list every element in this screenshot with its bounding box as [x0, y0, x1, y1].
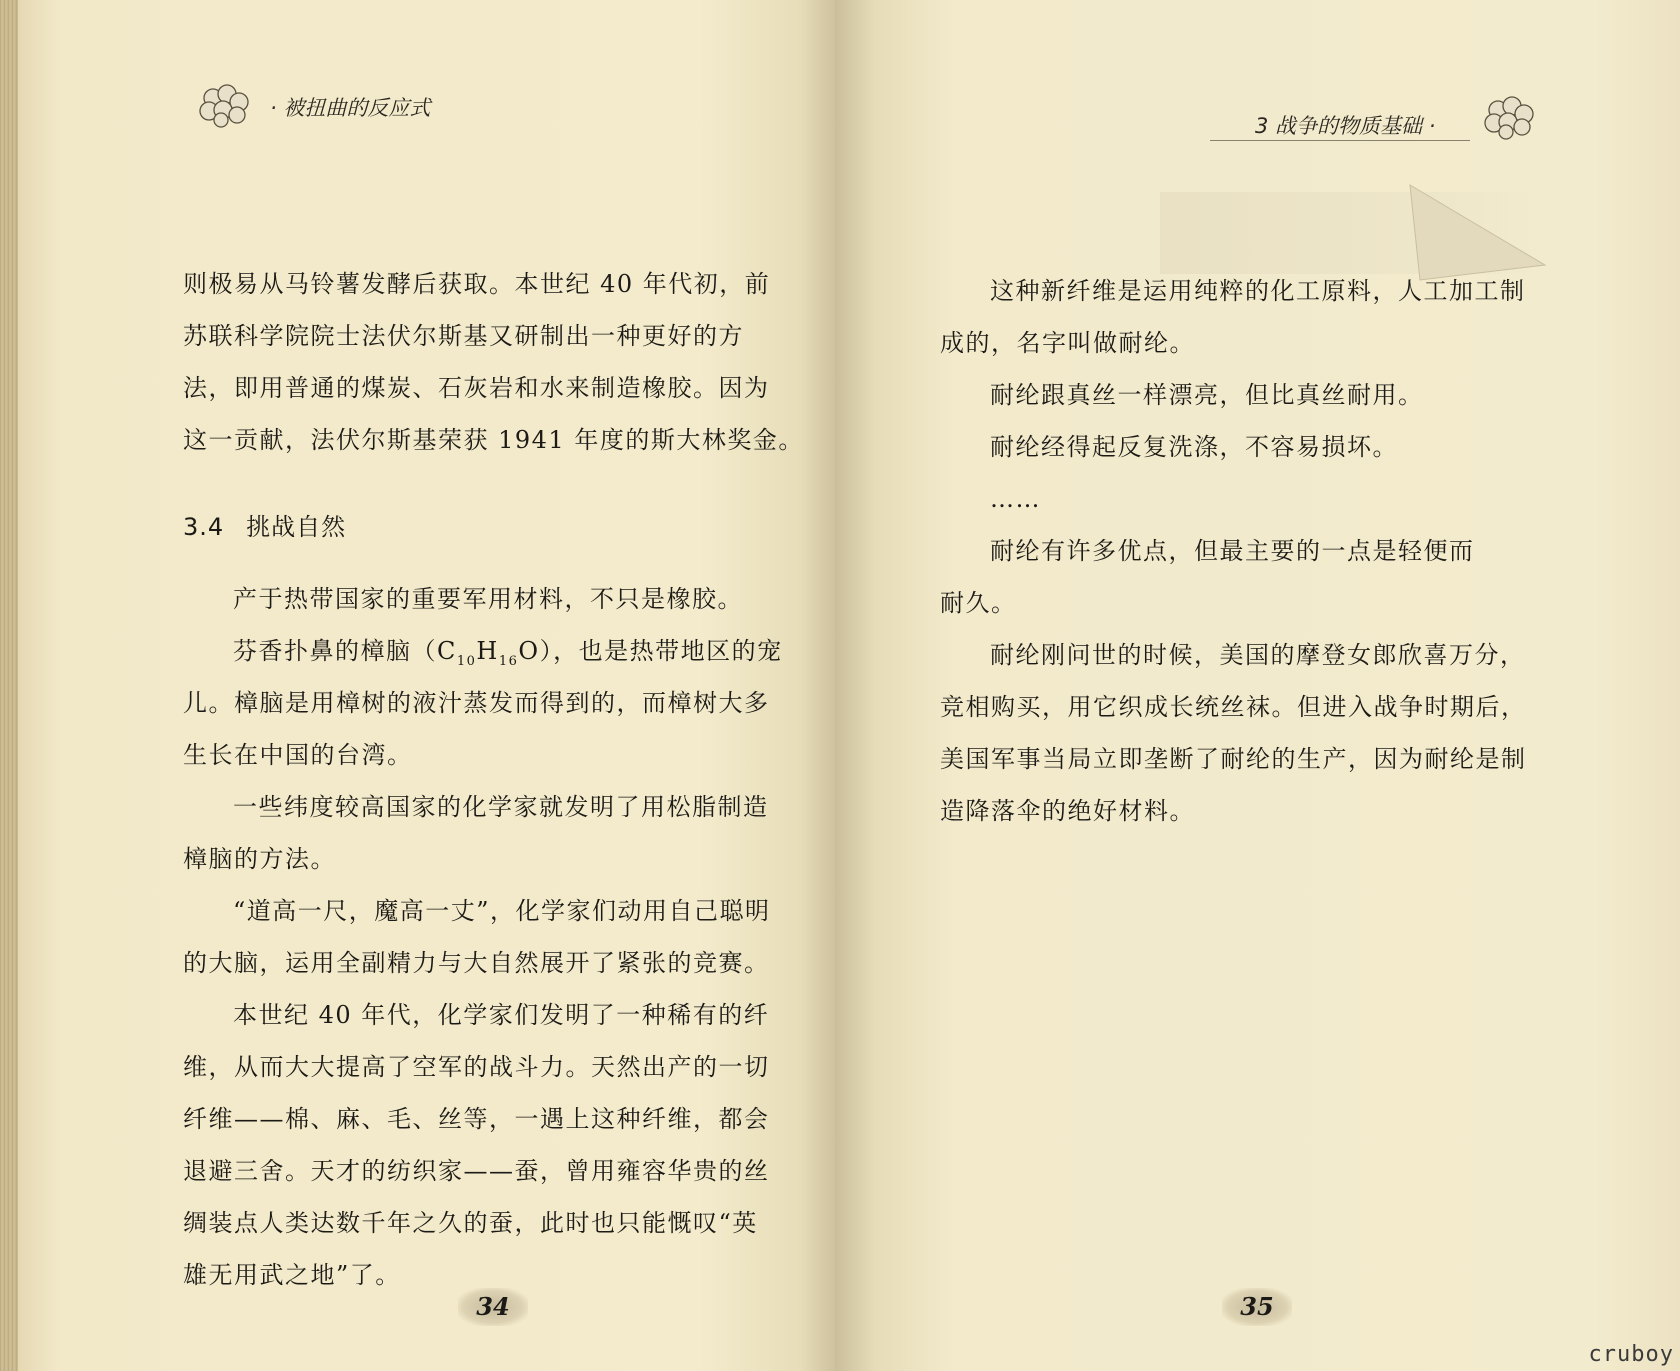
text-line: 法，即用普通的煤炭、石灰岩和水来制造橡胶。因为 — [183, 374, 770, 402]
text-line: 这一贡献，法伏尔斯基荣获 1941 年度的斯大林奖金。 — [183, 426, 804, 454]
section-number: 3.4 — [183, 513, 225, 541]
text-line: 生长在中国的台湾。 — [183, 741, 413, 769]
text-line: 退避三舍。天才的纺织家——蚕，曾用雍容华贵的丝 — [183, 1157, 770, 1185]
text-line: 造降落伞的绝好材料。 — [940, 797, 1195, 825]
text-span: H — [476, 637, 499, 665]
running-head: · 被扭曲的反应式 — [270, 96, 431, 120]
text-line: 樟脑的方法。 — [183, 845, 336, 873]
text-line: 一些纬度较高国家的化学家就发明了用松脂制造 — [233, 793, 769, 821]
text-line: 绸装点人类达数千年之久的蚕，此时也只能慨叹“英 — [183, 1209, 758, 1237]
text-line: 耐纶刚问世的时候，美国的摩登女郎欣喜万分， — [990, 641, 1526, 669]
section-heading — [183, 501, 798, 553]
text-line: 的大脑，运用全副精力与大自然展开了紧张的竞赛。 — [183, 949, 770, 977]
section-title: 挑战自然 — [246, 513, 347, 541]
text-line: 苏联科学院院士法伏尔斯基又研制出一种更好的方 — [183, 322, 744, 350]
header-rule — [1210, 140, 1470, 141]
scanner-watermark: cruboy — [1588, 1342, 1674, 1367]
left-page — [0, 0, 835, 1371]
atom-cluster-icon — [1480, 92, 1540, 140]
text-line: 耐纶跟真丝一样漂亮，但比真丝耐用。 — [990, 381, 1424, 409]
page-number: 35 — [1222, 1288, 1292, 1326]
text-line: …… — [990, 485, 1041, 513]
text-line: 雄无用武之地”了。 — [183, 1261, 401, 1289]
running-head: 3 战争的物质基础 · — [1255, 114, 1436, 138]
right-body-text — [940, 265, 1560, 837]
atom-cluster-icon — [195, 80, 255, 128]
text-line: 耐纶有许多优点，但最主要的一点是轻便而 — [990, 537, 1475, 565]
text-line: 儿。樟脑是用樟树的液汁蒸发而得到的，而樟树大多 — [183, 689, 770, 717]
text-line: 竞相购买，用它织成长统丝袜。但进入战争时期后， — [940, 693, 1527, 721]
page-edge — [0, 0, 18, 1371]
text-line: “道高一尺，魔高一丈”，化学家们动用自己聪明 — [233, 897, 771, 925]
chemical-formula-line — [183, 625, 798, 677]
text-span: O），也是热带地区的宠 — [518, 637, 783, 665]
left-body-text — [183, 258, 804, 1301]
text-line: 美国军事当局立即垄断了耐纶的生产，因为耐纶是制 — [940, 745, 1527, 773]
text-line: 则极易从马铃薯发酵后获取。本世纪 40 年代初，前 — [183, 270, 771, 298]
text-line: 纤维——棉、麻、毛、丝等，一遇上这种纤维，都会 — [183, 1105, 770, 1133]
text-line: 这种新纤维是运用纯粹的化工原料，人工加工制 — [990, 277, 1526, 305]
subscript: 16 — [498, 653, 519, 669]
page-number: 34 — [458, 1288, 528, 1326]
text-line: 产于热带国家的重要军用材料，不只是橡胶。 — [233, 585, 743, 613]
text-line: 耐久。 — [940, 589, 1017, 617]
text-line: 耐纶经得起反复洗涤，不容易损坏。 — [990, 433, 1398, 461]
subscript: 10 — [456, 653, 477, 669]
text-line: 维，从而大大提高了空军的战斗力。天然出产的一切 — [183, 1053, 770, 1081]
text-span: 芬香扑鼻的樟脑（C — [233, 637, 457, 665]
text-line: 本世纪 40 年代，化学家们发明了一种稀有的纤 — [233, 1001, 770, 1029]
text-line: 成的，名字叫做耐纶。 — [940, 329, 1195, 357]
